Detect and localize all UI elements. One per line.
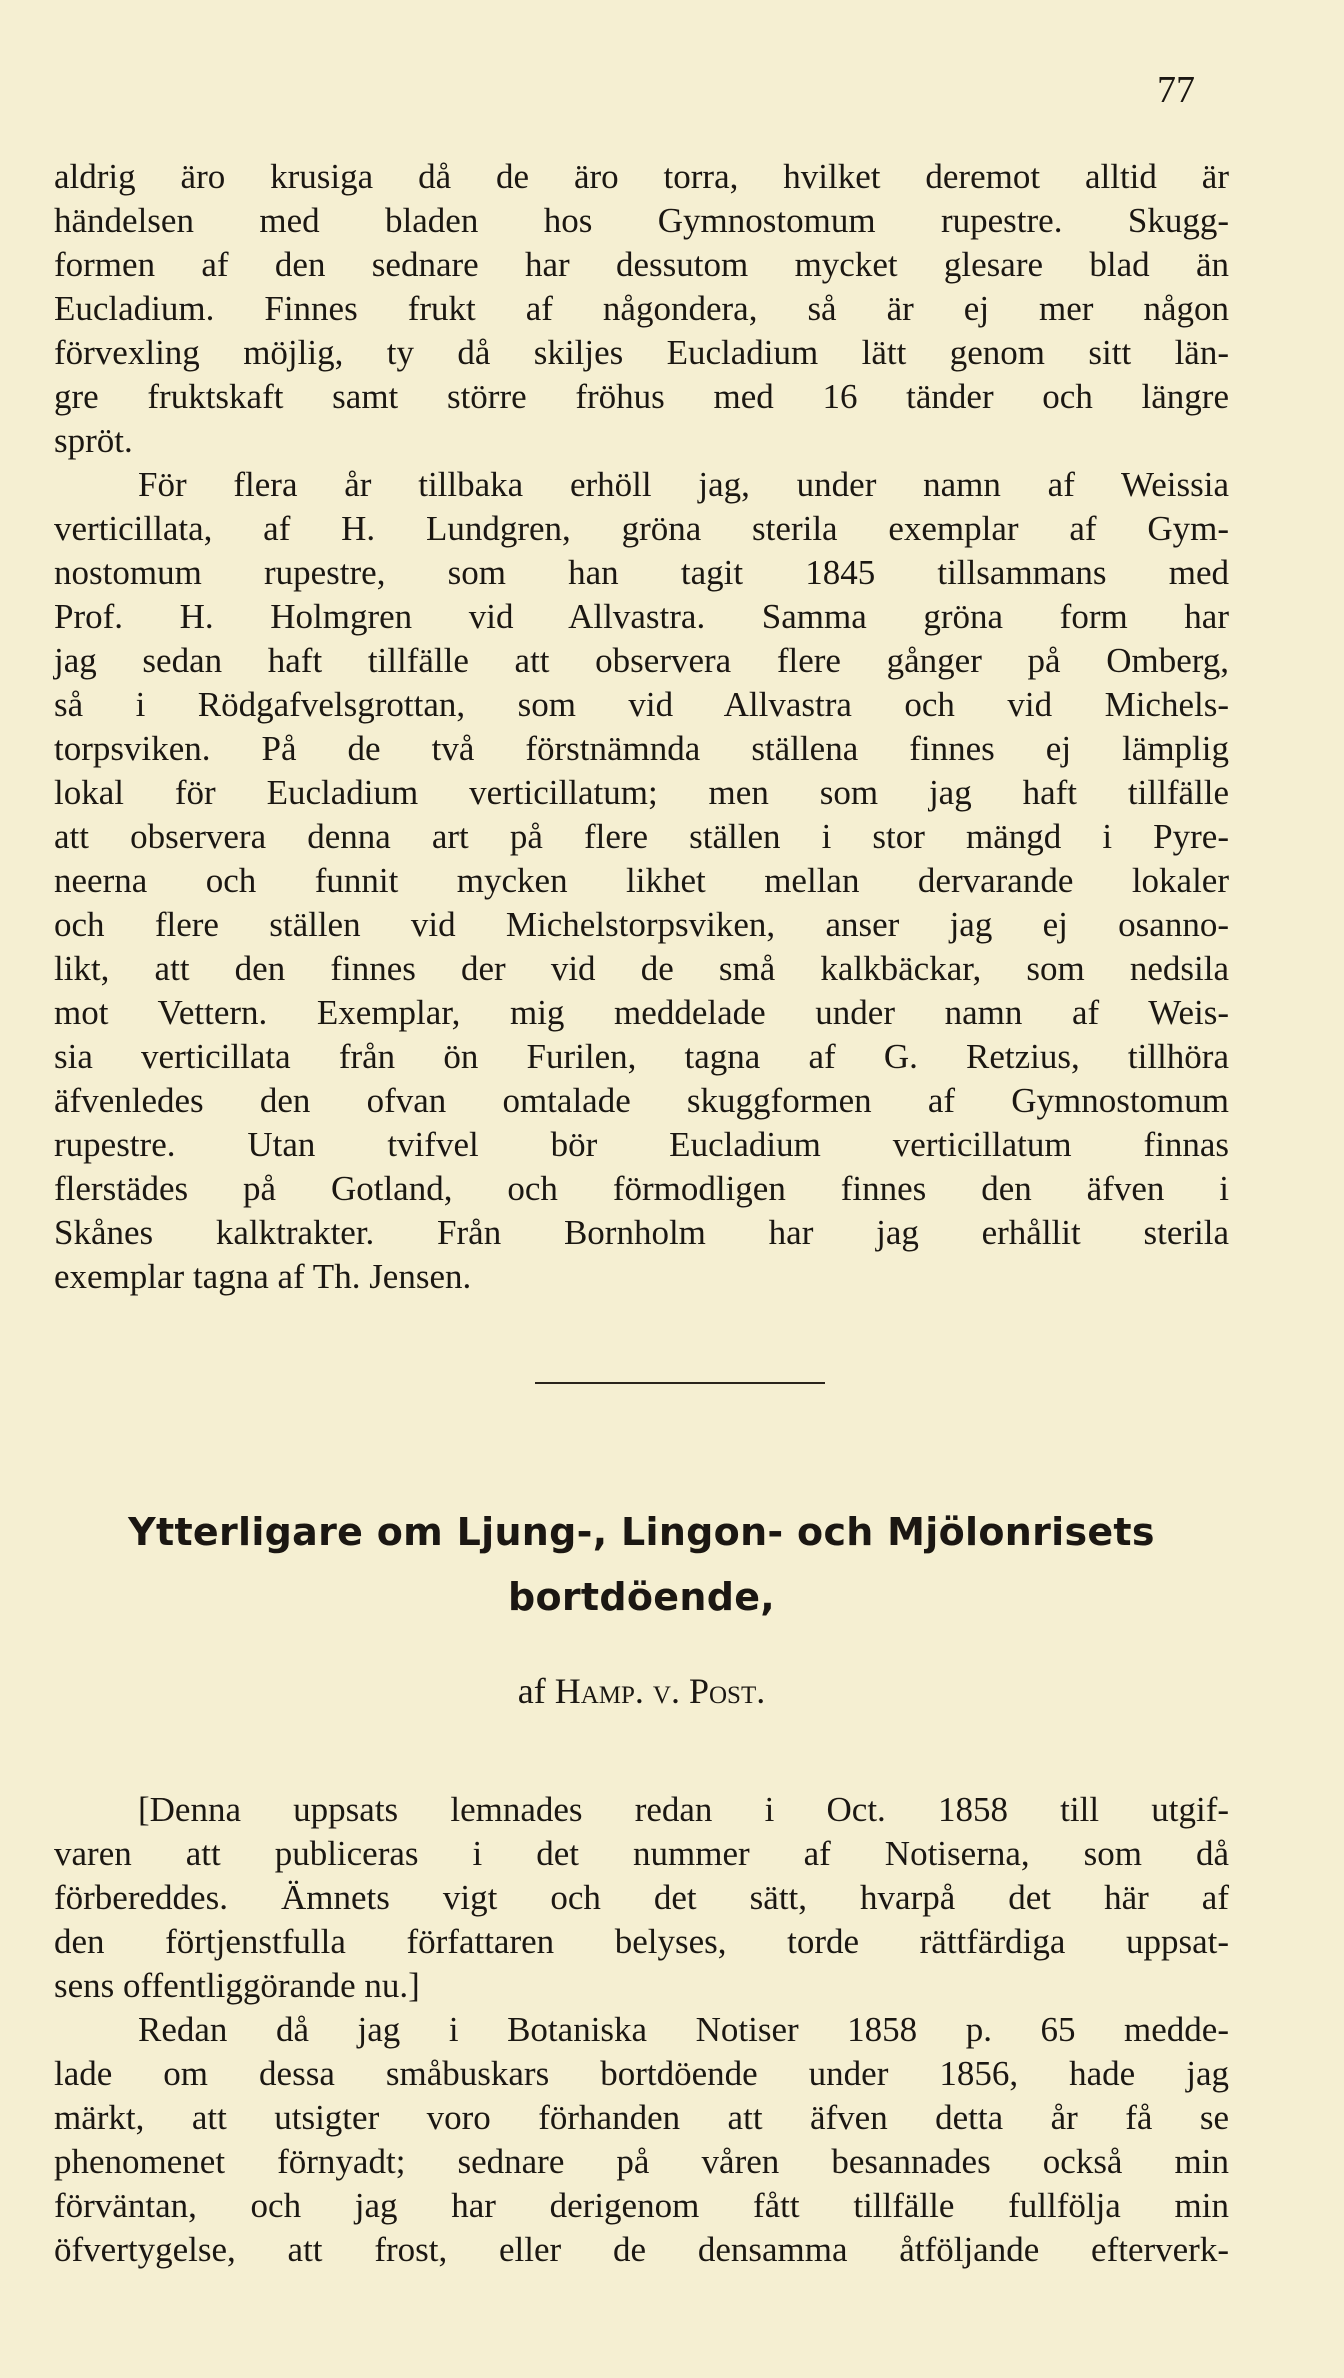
author-name: Hamp. v. Post. (554, 1671, 766, 1711)
text-line: mot Vettern. Exemplar, mig meddelade under namn af Weis- (54, 993, 1229, 1032)
article-byline (54, 1668, 1229, 1714)
text-line: äfvenledes den ofvan omtalade skuggformen af Gymnostomum (54, 1081, 1229, 1120)
text-line: För flera år tillbaka erhöll jag, under namn af Weissia (138, 465, 1229, 504)
text-line: nostomum rupestre, som han tagit 1845 tillsammans med (54, 553, 1229, 592)
text-line: torpsviken. På de två förstnämnda ställena finnes ej lämplig (54, 729, 1229, 768)
text-line: märkt, att utsigter voro förhanden att äfven detta år få se (54, 2098, 1229, 2137)
text-line: phenomenet förnyadt; sednare på våren besannades också min (54, 2142, 1229, 2181)
text-line: att observera denna art på flere ställen i stor mängd i Pyre- (54, 817, 1229, 856)
text-line: Eucladium. Finnes frukt af någondera, så är ej mer någon (54, 289, 1229, 328)
text-line: förvexling möjlig, ty då skiljes Eucladium lätt genom sitt län- (54, 333, 1229, 372)
text-line: och flere ställen vid Michelstorpsviken, anser jag ej osanno- (54, 905, 1229, 944)
text-line: spröt. (54, 421, 133, 460)
text-line: förväntan, och jag har derigenom fått tillfälle fullfölja min (54, 2186, 1229, 2225)
text-line: formen af den sednare har dessutom mycket glesare blad än (54, 245, 1229, 284)
text-line: neerna och funnit mycken likhet mellan dervarande lokaler (54, 861, 1229, 900)
article2-body (54, 1788, 1229, 2272)
text-line: aldrig äro krusiga då de äro torra, hvilket deremot alltid är (54, 157, 1229, 196)
text-line: sia verticillata från ön Furilen, tagna af G. Retzius, tillhöra (54, 1037, 1229, 1076)
text-line: lokal för Eucladium verticillatum; men som jag haft tillfälle (54, 773, 1229, 812)
text-line: rupestre. Utan tvifvel bör Eucladium verticillatum finnas (54, 1125, 1229, 1164)
text-line: flerstädes på Gotland, och förmodligen finnes den äfven i (54, 1169, 1229, 1208)
article-title: Ytterligare om Ljung-, Lingon- och Mjölonrisets (128, 1510, 1155, 1554)
text-line: öfvertygelse, att frost, eller de densamma åtföljande efterverk- (54, 2230, 1229, 2269)
article1-body (54, 155, 1229, 1299)
text-line: förbereddes. Ämnets vigt och det sätt, hvarpå det här af (54, 1878, 1229, 1917)
text-line: Skånes kalktrakter. Från Bornholm har jag erhållit sterila (54, 1213, 1229, 1252)
text-line: den förtjenstfulla författaren belyses, torde rättfärdiga uppsat- (54, 1922, 1229, 1961)
text-line: sens offentliggörande nu.] (54, 1966, 420, 2005)
text-line: jag sedan haft tillfälle att observera flere gånger på Omberg, (54, 641, 1229, 680)
text-line: så i Rödgafvelsgrottan, som vid Allvastra och vid Michels- (54, 685, 1229, 724)
text-line: exemplar tagna af Th. Jensen. (54, 1257, 472, 1296)
text-line: [Denna uppsats lemnades redan i Oct. 1858 till utgif- (138, 1790, 1229, 1829)
article-title-continued: bortdöende, (507, 1575, 776, 1619)
text-line: Prof. H. Holmgren vid Allvastra. Samma gröna form har (54, 597, 1229, 636)
text-line: Redan då jag i Botaniska Notiser 1858 p. 65 medde- (138, 2010, 1229, 2049)
text-line: gre fruktskaft samt större fröhus med 16 tänder och längre (54, 377, 1229, 416)
text-line: händelsen med bladen hos Gymnostomum rupestre. Skugg- (54, 201, 1229, 240)
byline-prefix: af (517, 1671, 546, 1711)
text-line: lade om dessa småbuskars bortdöende under 1856, hade jag (54, 2054, 1229, 2093)
section-divider (535, 1382, 825, 1384)
text-line: verticillata, af H. Lundgren, gröna sterila exemplar af Gym- (54, 509, 1229, 548)
page-number: 77 (1157, 69, 1195, 111)
text-line: likt, att den finnes der vid de små kalkbäckar, som nedsila (54, 949, 1229, 988)
text-line: varen att publiceras i det nummer af Notiserna, som då (54, 1834, 1229, 1873)
